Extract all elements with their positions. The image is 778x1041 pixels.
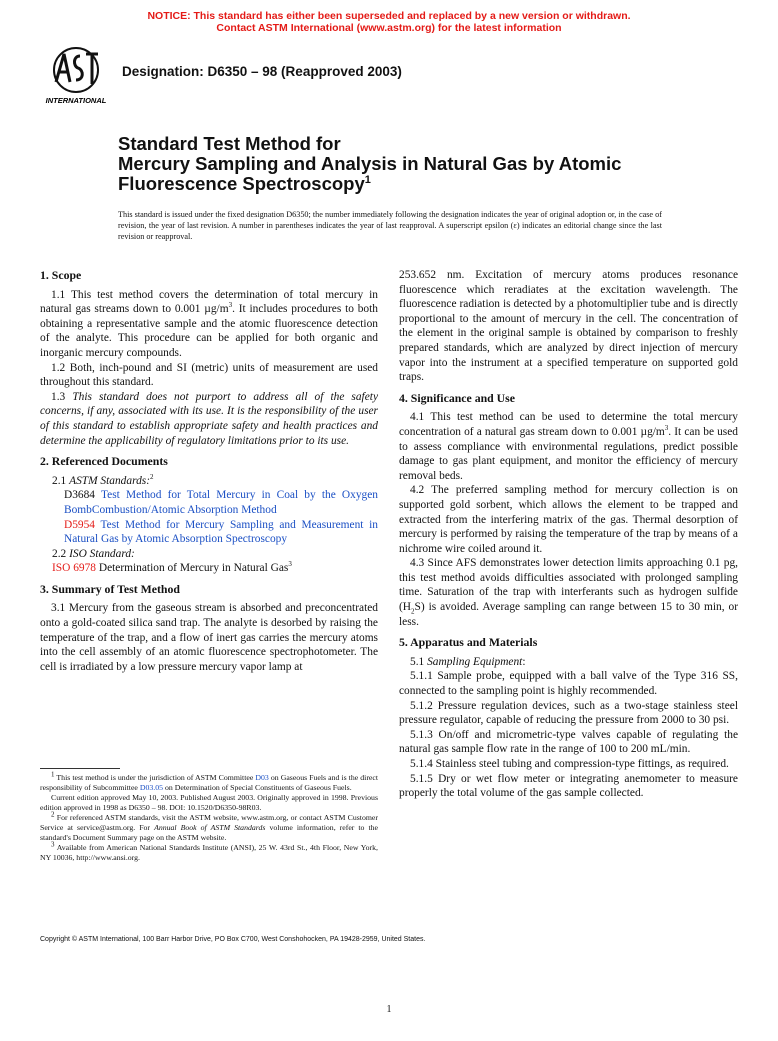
footnote-3	[40, 840, 378, 863]
paragraph-3-1: 3.1 Mercury from the gaseous stream is absorbed and preconcentrated onto a gold-coated silica sand trap. The analyte is desorbed by raising the temperature of the trap, and a flow of inert gas carries the mercury atoms into the cell assembly of an atomic fluorescence spectrophotometer. The cell is irradiated by a low pressure mercury vapor lamp at	[40, 602, 378, 673]
title-line-2: Mercury Sampling and Analysis in Natural Gas by Atomic	[118, 153, 622, 174]
astm-logo-icon	[40, 44, 112, 106]
issuance-statement: This standard is issued under the fixed designation D6350; the number immediately following the designation indicates the year of original adoption or, in the case of revision, the year of last revision. A number in parentheses indicates the year of last reapproval. A superscript epsilon (ε) indicates an editorial change since the last revision or reapproval.	[118, 210, 662, 241]
p1-1-text-a: 1.1 This test method covers the determination of total mercury in natural gas streams down to 0.001 µg/m	[40, 288, 378, 316]
p1-1-sup: 3	[228, 301, 233, 310]
footnote-committee-link[interactable]: D03	[255, 773, 269, 782]
notice-line-1: NOTICE: This standard has either been superseded and replaced by a new version or withdrawn.	[147, 10, 631, 22]
withdrawal-notice	[0, 10, 778, 34]
ref-d5954-link[interactable]: Test Method for Mercury Sampling and Measurement in Natural Gas by Atomic Absorption Spectroscopy	[64, 518, 378, 546]
title-line-1: Standard Test Method for	[118, 133, 341, 154]
ref-d3684-code: D3684	[64, 489, 96, 502]
title-line-3	[118, 174, 621, 194]
left-column	[40, 268, 378, 674]
paragraph-5-1-4: 5.1.4 Stainless steel tubing and compression-type fittings, as required.	[410, 758, 729, 770]
astm-logo	[40, 44, 112, 106]
designation: Designation: D6350 – 98 (Reapproved 2003)	[122, 64, 402, 79]
astm-standards-label	[40, 474, 378, 489]
section-heading-summary: 3. Summary of Test Method	[40, 581, 180, 596]
paragraph-4-1	[399, 410, 738, 483]
footnote-1	[40, 770, 379, 793]
paragraph-4-3	[399, 556, 738, 629]
p4-1-text-a: 4.1 This test method can be used to determine the total mercury concentration of a natural gas stream down to 0.001 µg/m	[399, 411, 738, 438]
ref-iso-6978-link[interactable]: ISO 6978	[52, 562, 96, 575]
footnote-2-text-a: For referenced ASTM standards, visit the ASTM website, www.astm.org, or contact ASTM Customer Service at service@astm.org. For	[40, 813, 378, 832]
paragraph-5-1-3: 5.1.3 On/off and micrometric-type valves capable of regulating the natural gas sample flow rate in the range of 100 to 200 mL/min.	[399, 728, 738, 756]
footnote-3-text: Available from American National Standards Institute (ANSI), 25 W. 43rd St., 4th Floor, New York, NY 10036, http://www.ansi.org.	[40, 843, 378, 862]
paragraph-1-1	[40, 288, 378, 361]
paragraph-1-2: 1.2 Both, inch-pound and SI (metric) units of measurement are used throughout this standard.	[40, 361, 378, 389]
ref-d3684-link[interactable]: Test Method for Total Mercury in Coal by the Oxygen BombCombustion/Atomic Absorption Method	[64, 489, 378, 516]
footnote-2-mark: 2	[51, 810, 55, 819]
paragraph-1-3	[40, 390, 378, 448]
ref-d5954-code-link[interactable]: D5954	[64, 518, 96, 531]
p5-1-label: Sampling Equipment	[427, 655, 523, 668]
paragraph-5-1-2: 5.1.2 Pressure regulation devices, such as a two-stage stainless steel pressure regulator, capable of reducing the pressure from 2000 to 30 psi.	[399, 699, 738, 727]
footnote-2-italic: Annual Book of ASTM Standards	[154, 823, 266, 832]
ref-2-1-label: ASTM Standards:	[69, 474, 151, 487]
p4-3-text-a: 4.3 Since AFS demonstrates lower detection limits approaching 0.1 pg, this test method avoids difficulties associated with prolonged sampling time. Saturation of the trap with interferants such as hydrogen sulfide (H	[399, 557, 738, 614]
footnote-subcommittee-link[interactable]: D03.05	[139, 783, 164, 792]
footnote-1-mark: 1	[51, 770, 55, 779]
footnotes	[40, 768, 378, 863]
section-heading-referenced: 2. Referenced Documents	[40, 454, 168, 469]
footnote-2-text-b: volume information, refer to the standard's Document Summary page on the ASTM website.	[40, 823, 379, 842]
paragraph-3-1-continued: 253.652 nm. Excitation of mercury atoms produces resonance fluorescence which reradiates at the excitation wavelength. The fluorescence radiation is detected by a photomultiplier tube and is directly proportional to the amount of mercury in the cell. The concentration of the element in the original sample is obtained by comparison to freshly prepared standards, which are analyzed by direct injection of mercury vapor into the instrument at a specified temperature on supported gold traps.	[399, 269, 738, 384]
footnote-rule	[40, 768, 120, 769]
p4-3-sub: 2	[411, 607, 415, 616]
ref-2-2-num: 2.2	[52, 547, 67, 560]
paragraph-5-1-5: 5.1.5 Dry or wet flow meter or integrating anemometer to measure properly the total volume of the gas sample collected.	[399, 772, 738, 800]
p4-1-sup: 3	[664, 424, 669, 433]
ref-iso-6978-sup: 3	[288, 560, 292, 569]
footnote-1-text-b: on Gaseous Fuels and is the direct responsibility of Subcommittee	[40, 773, 379, 792]
footnote-3-mark: 3	[51, 840, 55, 849]
paragraph-5-1: 5.1 Sampling Equipment:	[410, 655, 526, 668]
ref-2-1-sup: 2	[150, 472, 154, 481]
footnote-2	[40, 810, 379, 843]
ref-2-1-num: 2.1	[52, 474, 67, 487]
p1-1-text-b: . It includes procedures to both obtaining a representative sample and the atomic fluorescence detection of the analyte. This procedure can be applied for both organic and inorganic mercury compounds.	[40, 303, 378, 359]
copyright-line: Copyright © ASTM International, 100 Barr Harbor Drive, PO Box C700, West Conshohocken, PA 19428-2959, United States.	[40, 936, 426, 943]
p4-1-text-b: . It can be used to assess compliance with environmental regulations, predict possible damage to gas plant equipment, and monitor the efficiency of mercury removal beds.	[399, 425, 738, 482]
notice-line-2: Contact ASTM International (www.astm.org) for the latest information	[216, 22, 562, 34]
section-heading-scope: 1. Scope	[40, 268, 82, 282]
logo-wordmark: INTERNATIONAL	[45, 96, 107, 105]
right-column	[399, 268, 738, 801]
footnote-1-text-c: on Determination of Special Constituents of Gaseous Fuels.	[163, 783, 352, 792]
ref-iso-6978	[40, 561, 378, 576]
title-line-3-text: Fluorescence Spectroscopy	[118, 173, 365, 194]
page-number: 1	[386, 1004, 392, 1015]
p5-1-num: 5.1	[410, 655, 425, 668]
section-heading-apparatus: 5. Apparatus and Materials	[399, 635, 538, 650]
footnote-1-edition: Current edition approved May 10, 2003. Published August 2003. Originally approved in 1998. Previous edition approved in 1998 as D6350 – 98. DOI: 10.1520/D6350-98R03.	[40, 793, 378, 812]
footnote-1-text-a: This test method is under the jurisdiction of ASTM Committee	[56, 773, 256, 782]
title-footnote-mark: 1	[364, 173, 371, 186]
ref-2-2-label: ISO Standard:	[69, 547, 135, 560]
section-heading-significance: 4. Significance and Use	[399, 390, 516, 405]
paragraph-5-1-1: 5.1.1 Sample probe, equipped with a ball valve of the Type 316 SS, connected to the sampling point is highly recommended.	[399, 670, 738, 698]
ref-d3684	[40, 488, 378, 517]
p1-3-text: This standard does not purport to address all of the safety concerns, if any, associated with its use. It is the responsibility of the user of this standard to establish appropriate safety and health practices and determine the applicability of regulatory limitations prior to its use.	[40, 390, 378, 447]
p1-3-num: 1.3	[51, 390, 66, 403]
ref-iso-6978-title: Determination of Mercury in Natural Gas	[98, 562, 289, 575]
paragraph-4-2: 4.2 The preferred sampling method for mercury collection is on supported gold sorbent, which allows the element to be trapped and extracted from the interfering matrix of the gas. Thermal desorption of mercury is performed by raising the temperature of the trap by means of a nichrome wire coiled around it.	[399, 484, 738, 555]
document-title	[118, 134, 621, 194]
p4-3-text-b: S) is avoided. Average sampling can range between 15 to 30 min, or less.	[399, 601, 738, 628]
iso-standard-label	[40, 547, 378, 562]
ref-d5954	[40, 518, 378, 547]
